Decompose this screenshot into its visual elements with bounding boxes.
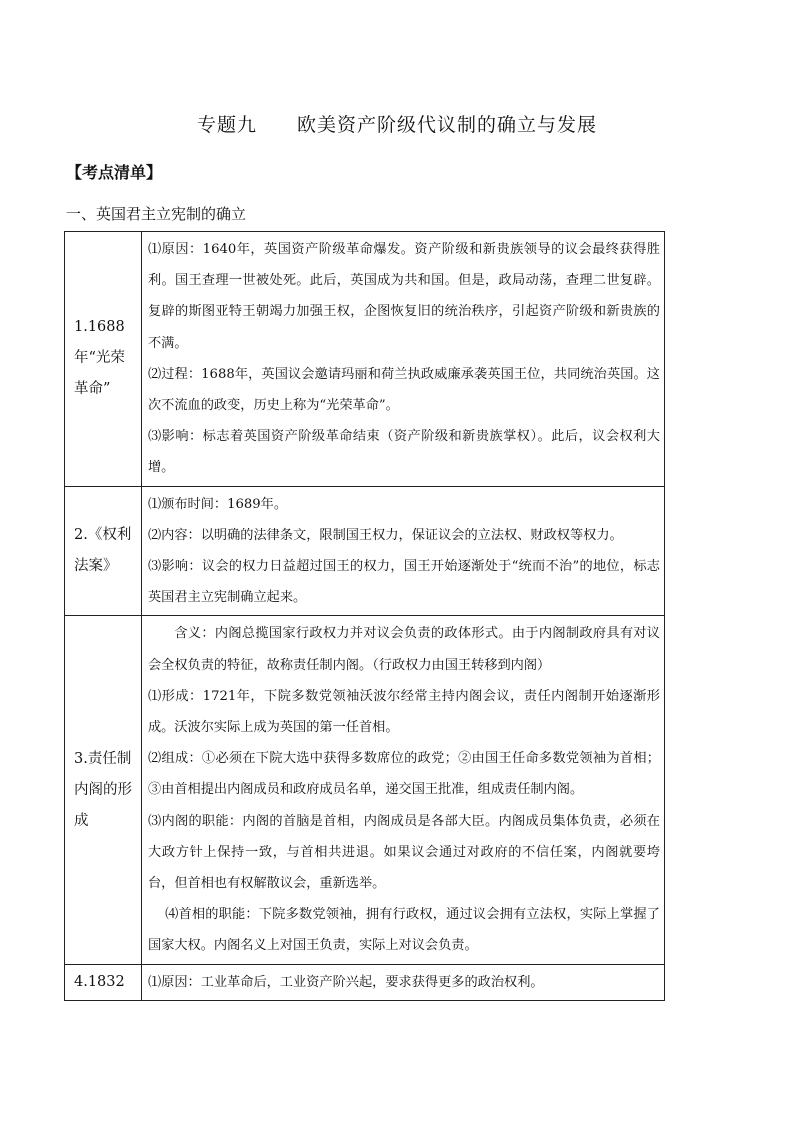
page-title bbox=[0, 110, 794, 137]
row-content bbox=[142, 616, 665, 964]
row-label: 2.《权利法案》 bbox=[65, 486, 142, 616]
row-content bbox=[142, 486, 665, 616]
row-content bbox=[142, 964, 665, 1000]
row-paragraph: ⑴颁布时间：1689年。 bbox=[148, 496, 288, 512]
section-label: 【考点清单】 bbox=[66, 163, 163, 182]
row-label: 1.1688年“光荣革命” bbox=[65, 232, 142, 487]
subsection-heading: 一、英国君主立宪制的确立 bbox=[66, 205, 247, 223]
content-table bbox=[64, 231, 665, 1001]
title-topic-number: 专题九 bbox=[196, 114, 257, 136]
row-label: 4.1832 bbox=[65, 964, 142, 1000]
row-label: 3.责任制内阁的形成 bbox=[65, 616, 142, 964]
row-paragraph: ⑴原因：工业革命后，工业资产阶兴起，要求获得更多的政治权利。 bbox=[148, 974, 544, 990]
table-row bbox=[65, 486, 665, 616]
row-paragraph: ⑵过程：1688年，英国议会邀请玛丽和荷兰执政威廉承袭英国王位，共同统治英国。这次不流血的政变，历史上称为“光荣革命”。 bbox=[148, 366, 660, 414]
row-content bbox=[142, 232, 665, 487]
table-row bbox=[65, 232, 665, 487]
row-paragraph: ⑵内容：以明确的法律条文，限制国王权力，保证议会的立法权、财政权等权力。 bbox=[148, 527, 623, 543]
table-row bbox=[65, 616, 665, 964]
table-row bbox=[65, 964, 665, 1000]
row-paragraph: ⑶影响：议会的权力日益超过国王的权力，国王开始逐渐处于“统而不治”的地位，标志英国君主立宪制确立起来。 bbox=[148, 559, 660, 606]
row-paragraph: ⑵组成：①必须在下院大选中获得多数席位的政党；②由国王任命多数党领袖为首相；③由首相提出内阁成员和政府成员名单，递交国王批准，组成责任制内阁。 bbox=[148, 751, 660, 798]
row-paragraph: ⑷首相的职能：下院多数党领袖，拥有行政权，通过议会拥有立法权，实际上掌握了国家大权。内阁名义上对国王负责，实际上对议会负责。 bbox=[148, 907, 660, 954]
row-paragraph: ⑴原因：1640年，英国资产阶级革命爆发。资产阶级和新贵族领导的议会最终获得胜利。国王查理一世被处死。此后，英国成为共和国。但是，政局动荡，查理二世复辟。复辟的斯图亚特王朝竭力加强王权，企图恢复旧的统治秩序，引起资产阶级和新贵族的不满。 bbox=[148, 242, 660, 351]
row-paragraph: ⑶影响：标志着英国资产阶级革命结束（资产阶级和新贵族掌权）。此后，议会权利大增。 bbox=[148, 429, 660, 476]
row-paragraph: ⑶内阁的职能：内阁的首脑是首相，内阁成员是各部大臣。内阁成员集体负责，必须在大政方针上保持一致，与首相共进退。如果议会通过对政府的不信任案，内阁就要垮台，但首相也有权解散议会，重新选举。 bbox=[148, 813, 660, 892]
row-paragraph: ⑴形成：1721年，下院多数党领袖沃波尔经常主持内阁会议，责任内阁制开始逐渐形成。沃波尔实际上成为英国的第一任首相。 bbox=[148, 688, 660, 736]
row-paragraph: 含义：内阁总揽国家行政权力并对议会负责的政体形式。由于内阁制政府具有对议会全权负责的特征，故称责任制内阁。（行政权力由国王转移到内阁） bbox=[148, 626, 660, 673]
title-topic-name: 欧美资产阶级代议制的确立与发展 bbox=[297, 114, 598, 136]
